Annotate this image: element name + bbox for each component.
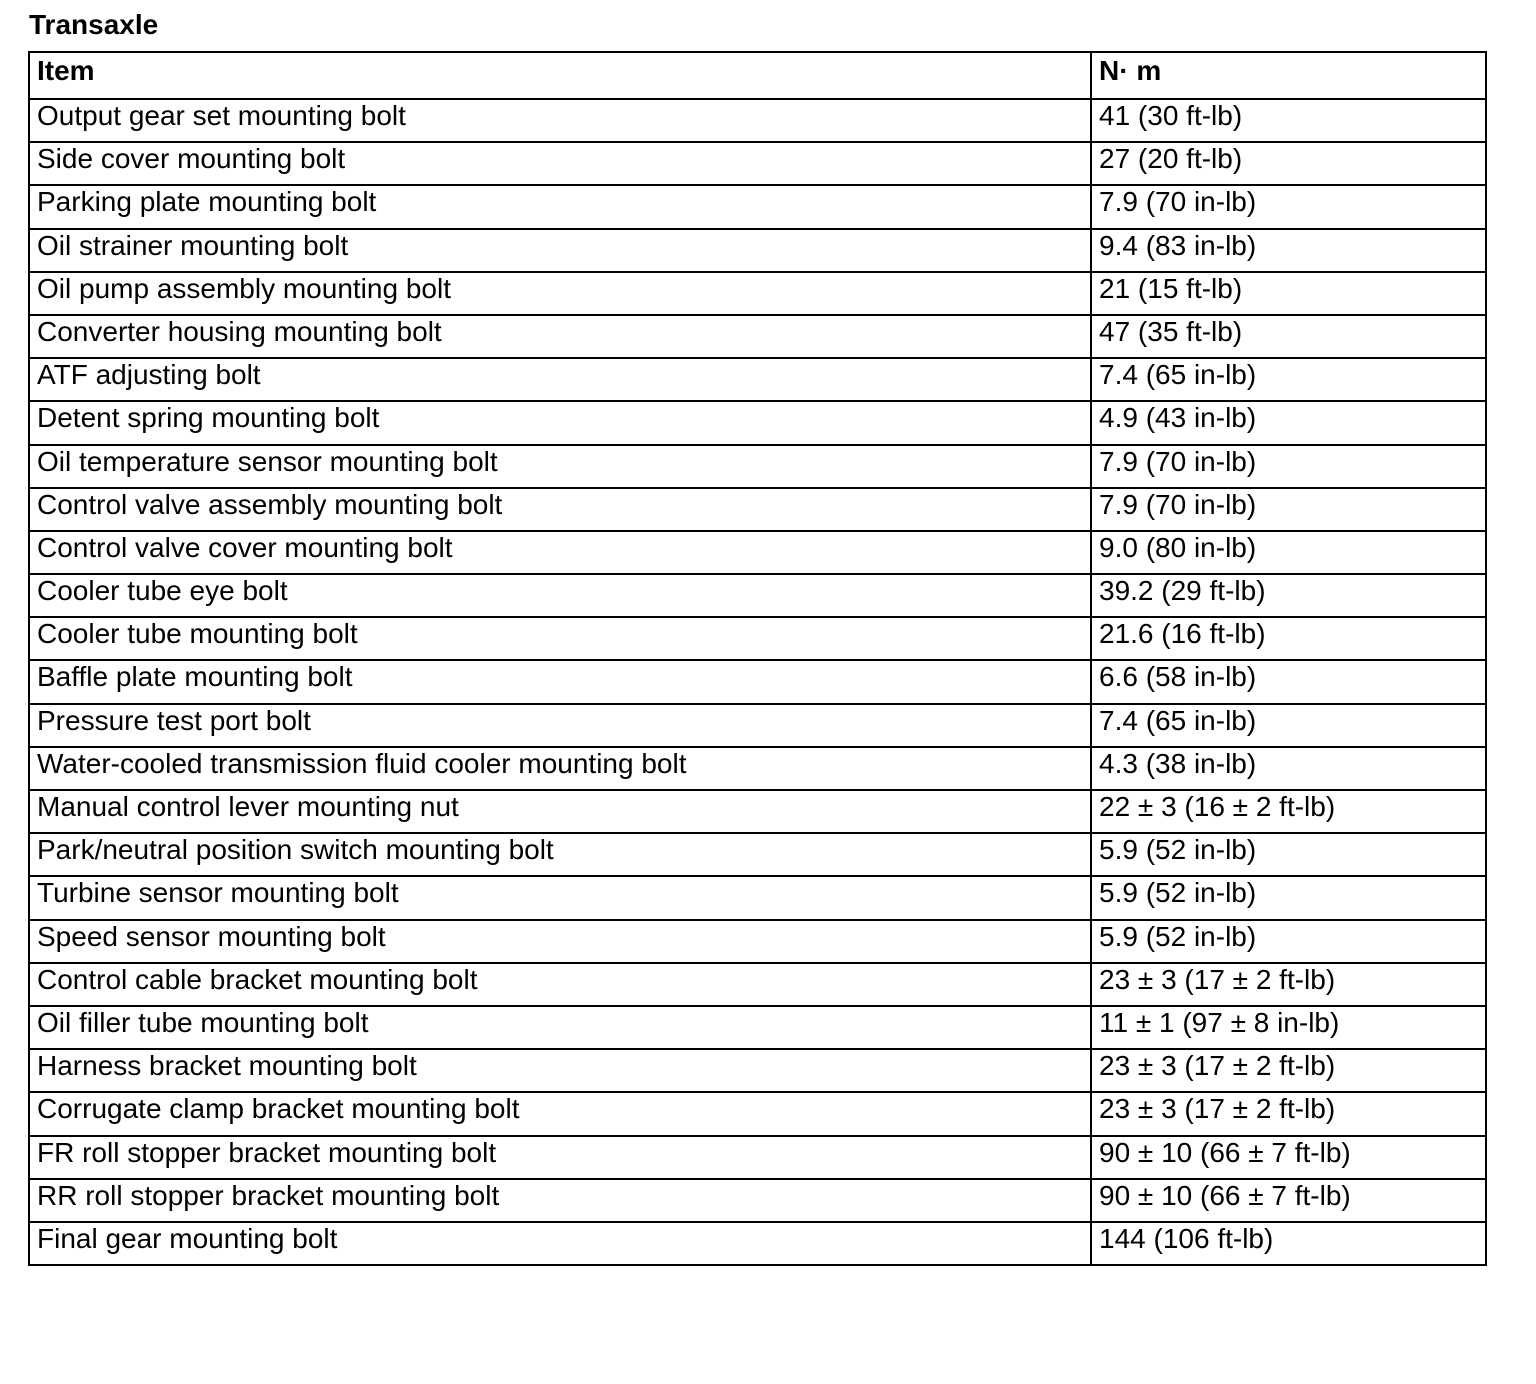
- torque-value-cell: 4.3 (38 in-lb): [1091, 747, 1486, 790]
- item-cell: FR roll stopper bracket mounting bolt: [29, 1136, 1091, 1179]
- item-cell: Oil temperature sensor mounting bolt: [29, 445, 1091, 488]
- item-cell: Baffle plate mounting bolt: [29, 660, 1091, 703]
- item-cell: ATF adjusting bolt: [29, 358, 1091, 401]
- table-row: [29, 574, 1486, 617]
- table-row: [29, 272, 1486, 315]
- table-row: [29, 531, 1486, 574]
- table-row: [29, 1222, 1486, 1265]
- table-row: [29, 617, 1486, 660]
- torque-value-cell: 23 ± 3 (17 ± 2 ft-lb): [1091, 1049, 1486, 1092]
- item-cell: Output gear set mounting bolt: [29, 99, 1091, 142]
- item-cell: Parking plate mounting bolt: [29, 185, 1091, 228]
- header-torque-unit: N· m: [1091, 52, 1486, 99]
- table-row: [29, 1006, 1486, 1049]
- torque-value-cell: 9.4 (83 in-lb): [1091, 229, 1486, 272]
- item-cell: Control valve assembly mounting bolt: [29, 488, 1091, 531]
- item-cell: Harness bracket mounting bolt: [29, 1049, 1091, 1092]
- item-cell: Converter housing mounting bolt: [29, 315, 1091, 358]
- table-row: [29, 1136, 1486, 1179]
- table-row: [29, 747, 1486, 790]
- table-row: [29, 185, 1486, 228]
- item-cell: Side cover mounting bolt: [29, 142, 1091, 185]
- item-cell: Park/neutral position switch mounting bolt: [29, 833, 1091, 876]
- torque-value-cell: 21.6 (16 ft-lb): [1091, 617, 1486, 660]
- item-cell: Oil filler tube mounting bolt: [29, 1006, 1091, 1049]
- item-cell: Pressure test port bolt: [29, 704, 1091, 747]
- torque-value-cell: 90 ± 10 (66 ± 7 ft-lb): [1091, 1136, 1486, 1179]
- table-row: [29, 704, 1486, 747]
- table-row: [29, 660, 1486, 703]
- table-row: [29, 920, 1486, 963]
- item-cell: RR roll stopper bracket mounting bolt: [29, 1179, 1091, 1222]
- torque-value-cell: 7.9 (70 in-lb): [1091, 445, 1486, 488]
- item-cell: Oil pump assembly mounting bolt: [29, 272, 1091, 315]
- table-row: [29, 99, 1486, 142]
- table-row: [29, 833, 1486, 876]
- table-row: [29, 445, 1486, 488]
- torque-value-cell: 47 (35 ft-lb): [1091, 315, 1486, 358]
- table-row: [29, 401, 1486, 444]
- header-item: Item: [29, 52, 1091, 99]
- table-header-row: [29, 52, 1486, 99]
- torque-value-cell: 9.0 (80 in-lb): [1091, 531, 1486, 574]
- torque-value-cell: 6.6 (58 in-lb): [1091, 660, 1486, 703]
- item-cell: Control valve cover mounting bolt: [29, 531, 1091, 574]
- item-cell: Corrugate clamp bracket mounting bolt: [29, 1092, 1091, 1135]
- torque-value-cell: 5.9 (52 in-lb): [1091, 876, 1486, 919]
- torque-value-cell: 21 (15 ft-lb): [1091, 272, 1486, 315]
- torque-value-cell: 11 ± 1 (97 ± 8 in-lb): [1091, 1006, 1486, 1049]
- torque-value-cell: 41 (30 ft-lb): [1091, 99, 1486, 142]
- table-row: [29, 488, 1486, 531]
- torque-value-cell: 4.9 (43 in-lb): [1091, 401, 1486, 444]
- item-cell: Control cable bracket mounting bolt: [29, 963, 1091, 1006]
- item-cell: Cooler tube mounting bolt: [29, 617, 1091, 660]
- table-row: [29, 315, 1486, 358]
- item-cell: Turbine sensor mounting bolt: [29, 876, 1091, 919]
- torque-value-cell: 90 ± 10 (66 ± 7 ft-lb): [1091, 1179, 1486, 1222]
- torque-value-cell: 22 ± 3 (16 ± 2 ft-lb): [1091, 790, 1486, 833]
- item-cell: Water-cooled transmission fluid cooler mounting bolt: [29, 747, 1091, 790]
- torque-value-cell: 23 ± 3 (17 ± 2 ft-lb): [1091, 963, 1486, 1006]
- item-cell: Speed sensor mounting bolt: [29, 920, 1091, 963]
- table-row: [29, 142, 1486, 185]
- torque-value-cell: 7.4 (65 in-lb): [1091, 704, 1486, 747]
- torque-value-cell: 7.9 (70 in-lb): [1091, 488, 1486, 531]
- torque-spec-table: [28, 51, 1487, 1266]
- item-cell: Detent spring mounting bolt: [29, 401, 1091, 444]
- item-cell: Oil strainer mounting bolt: [29, 229, 1091, 272]
- torque-value-cell: 5.9 (52 in-lb): [1091, 833, 1486, 876]
- torque-value-cell: 7.4 (65 in-lb): [1091, 358, 1486, 401]
- torque-value-cell: 7.9 (70 in-lb): [1091, 185, 1486, 228]
- table-body: [29, 99, 1486, 1265]
- item-cell: Final gear mounting bolt: [29, 1222, 1091, 1265]
- table-row: [29, 876, 1486, 919]
- item-cell: Manual control lever mounting nut: [29, 790, 1091, 833]
- torque-value-cell: 39.2 (29 ft-lb): [1091, 574, 1486, 617]
- table-row: [29, 358, 1486, 401]
- document-title: Transaxle: [29, 9, 159, 40]
- table-row: [29, 790, 1486, 833]
- torque-value-cell: 144 (106 ft-lb): [1091, 1222, 1486, 1265]
- table-row: [29, 1092, 1486, 1135]
- table-row: [29, 1179, 1486, 1222]
- table-row: [29, 229, 1486, 272]
- table-row: [29, 963, 1486, 1006]
- item-cell: Cooler tube eye bolt: [29, 574, 1091, 617]
- table-row: [29, 1049, 1486, 1092]
- torque-value-cell: 23 ± 3 (17 ± 2 ft-lb): [1091, 1092, 1486, 1135]
- torque-value-cell: 27 (20 ft-lb): [1091, 142, 1486, 185]
- torque-value-cell: 5.9 (52 in-lb): [1091, 920, 1486, 963]
